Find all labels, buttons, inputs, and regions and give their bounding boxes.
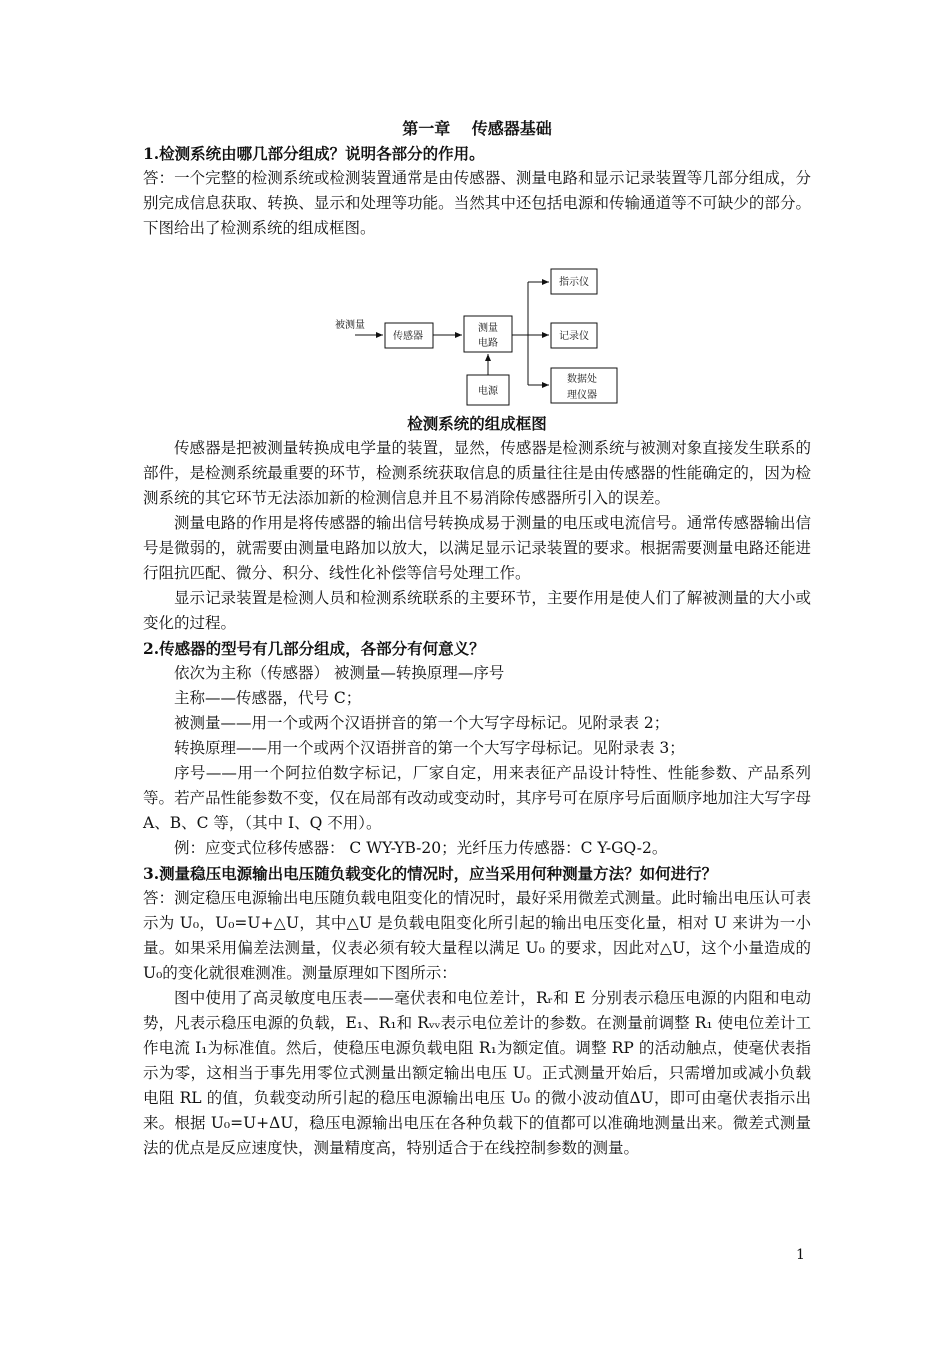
question-3-para: 图中使用了高灵敏度电压表——毫伏表和电位差计，Rᵣ和 E 分别表示稳压电源的内阻和电动势，凡表示稳压电源的负载，E₁、R₁和 Rᵥᵥ表示电位差计的参数。在测量前调整 R₁ 使电位差计工作电流 I₁为标准值。然后，使稳压电源负载电阻 R₁为额定值。调整 RP 的活动触点，使毫伏表指示为零，这相当于事先用零位式测量出额定输出电压 U。正式测量开始后，只需增加或减小负载电阻 RL 的值，负载变动所引起的稳压电源输出电压 U₀ 的微小波动值ΔU，即可由毫伏表指示出来。根据 U₀=U+ΔU，稳压电源输出电压在各种负载下的值都可以准确地测量出来。微差式测量法的优点是反应速度快，测量精度高，特别适合于在线控制参数的测量。 <box>143 989 811 1157</box>
question-3-answer: 答：测定稳压电源输出电压随负载电阻变化的情况时，最好采用微差式测量。此时输出电压认可表示为 U₀，U₀=U+△U，其中△U 是负载电阻变化所引起的输出电压变化量，相对 U 来讲为一小量。如果采用偏差法测量，仪表必须有较大量程以满足 U₀ 的要求，因此对△U，这个小量造成的 U₀的变化就很难测准。测量原理如下图所示： <box>143 889 811 982</box>
circuit-label-line2: 电路 <box>478 338 498 349</box>
question-1-para-sensor: 传感器是把被测量转换成电学量的装置，显然，传感器是检测系统与被测对象直接发生联系的部件，是检测系统最重要的环节，检测系统获取信息的质量往往是由传感器的性能确定的，因为检测系统的其它环节无法添加新的检测信息并且不易消除传感器所引入的误差。 <box>143 439 811 507</box>
chapter-title: 第一章 传感器基础 <box>402 119 552 138</box>
question-2-line-3: 被测量——用一个或两个汉语拼音的第一个大写字母标记。见附录表 2； <box>174 714 670 732</box>
question-2-line-1: 依次为主称（传感器） 被测量—转换原理—序号 <box>174 664 505 682</box>
question-1-para-circuit: 测量电路的作用是将传感器的输出信号转换成易于测量的电压或电流信号。通常传感器输出信号是微弱的，就需要由测量电路加以放大，以满足显示记录装置的要求。根据需要测量电路还能进行阻抗匹配、微分、积分、线性化补偿等信号处理工作。 <box>143 514 811 582</box>
circuit-label-line1: 测量 <box>478 323 498 334</box>
block-diagram-svg <box>143 256 811 411</box>
question-1-title: 1.检测系统由哪几部分组成？说明各部分的作用。 <box>143 144 485 163</box>
question-3-title: 3.测量稳压电源输出电压随负载变化的情况时，应当采用何种测量方法？如何进行？ <box>143 864 718 883</box>
question-2-title: 2.传感器的型号有几部分组成，各部分有何意义？ <box>143 639 485 658</box>
page-content <box>143 116 811 1161</box>
question-2-line-5: 序号——用一个阿拉伯数字标记，厂家自定，用来表征产品设计特性、性能参数、产品系列等。若产品性能参数不变，仅在局部有改动或变动时，其序号可在原序号后面顺序地加注大写字母 A、B、C 等，（其中 I、Q 不用）。 <box>143 764 811 832</box>
question-2-line-4: 转换原理——用一个或两个汉语拼音的第一个大写字母标记。见附录表 3； <box>174 739 685 757</box>
block-diagram <box>143 256 811 411</box>
recorder-label: 记录仪 <box>559 331 589 342</box>
question-1-para-display: 显示记录装置是检测人员和检测系统联系的主要环节，主要作用是使人们了解被测量的大小或变化的过程。 <box>143 589 811 632</box>
power-label: 电源 <box>478 386 498 397</box>
question-2-line-2: 主称——传感器，代号 C； <box>174 689 362 707</box>
processor-label-line1: 数据处 <box>567 374 597 385</box>
processor-label-line2: 理仪器 <box>567 390 597 401</box>
question-1-answer: 答：一个完整的检测系统或检测装置通常是由传感器、测量电路和显示记录装置等几部分组成，分别完成信息获取、转换、显示和处理等功能。当然其中还包括电源和传输通道等不可缺少的部分。下图给出了检测系统的组成框图。 <box>143 169 811 237</box>
diagram-input-label: 被测量 <box>335 320 365 331</box>
question-2-example: 例：应变式位移传感器： C WY-YB-20；光纤压力传感器：C Y-GQ-2。 <box>174 839 668 857</box>
sensor-label: 传感器 <box>393 331 423 342</box>
diagram-caption: 检测系统的组成框图 <box>407 414 547 433</box>
indicator-label: 指示仪 <box>559 277 589 288</box>
page-number: 1 <box>796 1247 805 1263</box>
